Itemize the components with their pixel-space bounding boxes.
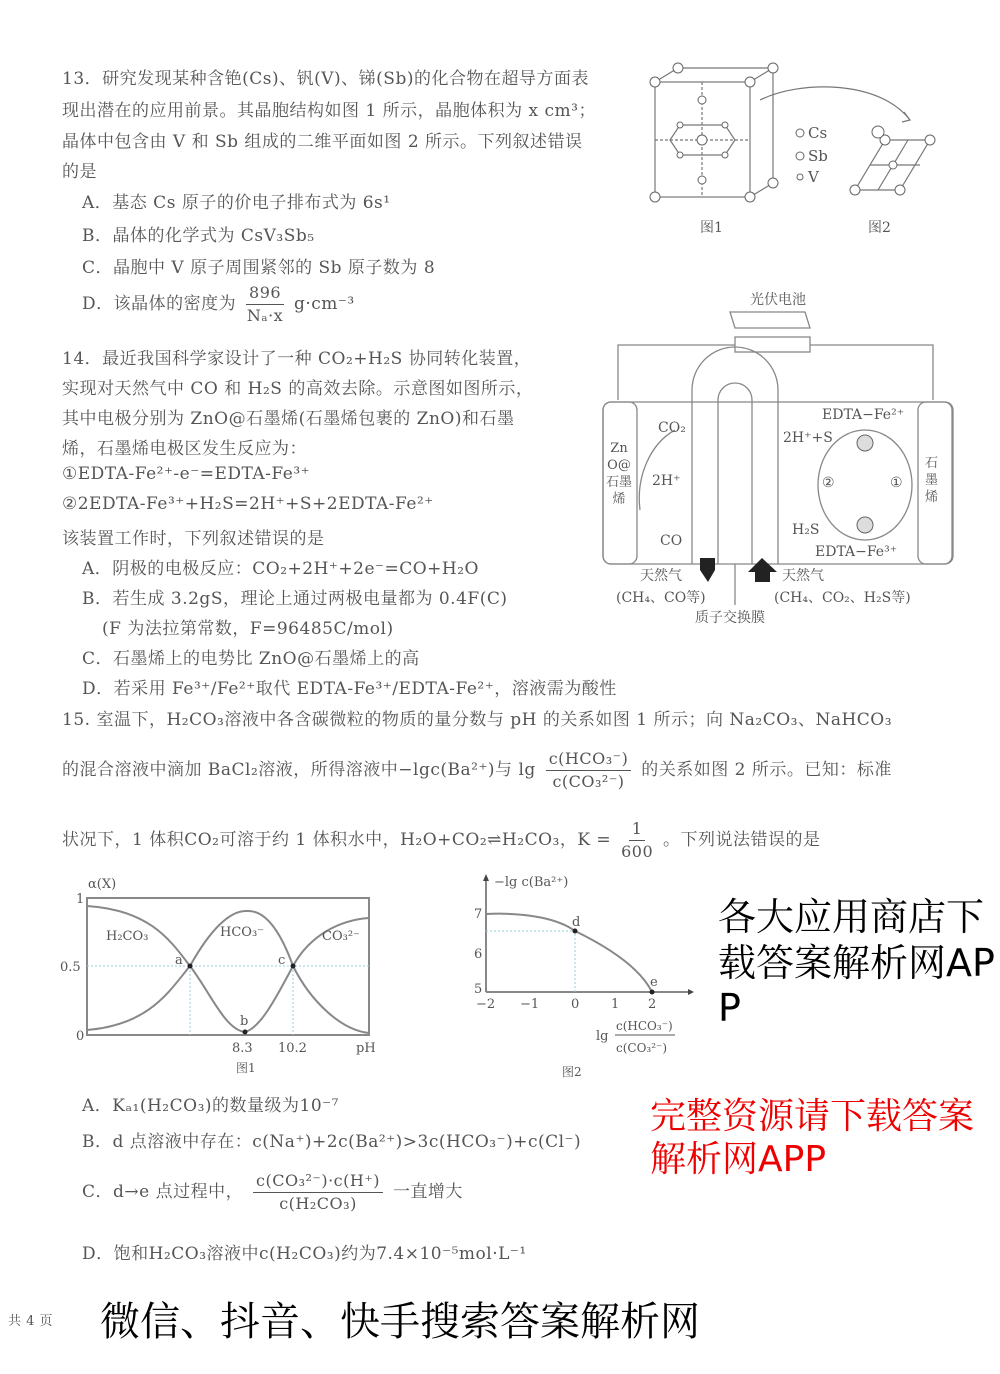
q15-line: 15. 室温下，H₂CO₃溶液中各含碳微粒的物质的量分数与 pH 的关系如图 1 所示；向 Na₂CO₃、NaHCO₃ bbox=[62, 710, 893, 730]
q14-reaction-2: ②2EDTA-Fe³⁺+H₂S=2H⁺+S+2EDTA-Fe²⁺ bbox=[62, 494, 434, 514]
text: 。下列说法错误的是 bbox=[663, 830, 821, 850]
q13-option-a: A．基态 Cs 原子的价电子排布式为 6s¹ bbox=[82, 193, 391, 213]
q13-line: 的是 bbox=[62, 162, 97, 182]
q14-option-c: C．石墨烯上的电势比 ZnO@石墨烯上的高 bbox=[82, 649, 420, 669]
text: 状况下，1 体积CO₂可溶于约 1 体积水中，H₂O+CO₂⇌H₂CO₃，K = bbox=[62, 830, 612, 850]
gas-out-label: 天然气 bbox=[640, 568, 682, 584]
y-tick: 0.5 bbox=[60, 960, 81, 975]
q14-reaction-1: ①EDTA-Fe²⁺-e⁻=EDTA-Fe³⁺ bbox=[62, 464, 311, 484]
h-s-label: 2H⁺+S bbox=[783, 430, 833, 446]
point-a bbox=[188, 964, 193, 969]
species-label: CO₃²⁻ bbox=[322, 929, 360, 944]
fig1-caption: 图1 bbox=[700, 220, 723, 236]
watermark: 各大应用商店下载答案解析网APP bbox=[718, 895, 995, 1031]
q14-line: 烯，石墨烯电极区发生反应为： bbox=[62, 439, 307, 459]
distribution-chart bbox=[60, 870, 390, 1080]
edta-fe3-label: EDTA−Fe³⁺ bbox=[815, 544, 898, 560]
fraction bbox=[546, 748, 632, 793]
q14-line: 14．最近我国科学家设计了一种 CO₂+H₂S 协同转化装置， bbox=[62, 349, 532, 369]
point-c bbox=[291, 964, 296, 969]
left-electrode-label: ZnO@石墨烯 bbox=[606, 441, 633, 507]
q15-line bbox=[62, 818, 821, 863]
q13-option-d bbox=[82, 282, 355, 327]
legend-cs: Cs bbox=[808, 124, 828, 142]
text: 的关系如图 2 所示。已知：标准 bbox=[641, 760, 892, 780]
fraction bbox=[621, 818, 653, 863]
y-tick: 7 bbox=[474, 907, 483, 922]
crystal-figure bbox=[640, 60, 960, 240]
watermark: 完整资源请下载答案解析网APP bbox=[650, 1096, 975, 1181]
species-label: H₂CO₃ bbox=[106, 929, 149, 944]
electrolysis-diagram bbox=[600, 290, 960, 630]
q14-option-a: A．阴极的电极反应：CO₂+2H⁺+2e⁻=CO+H₂O bbox=[82, 559, 479, 579]
right-electrode-label: 石墨烯 bbox=[925, 456, 939, 505]
q15-option-a: A．Kₐ₁(H₂CO₃)的数量级为10⁻⁷ bbox=[82, 1096, 339, 1116]
denominator: c(H₂CO₃) bbox=[279, 1194, 357, 1213]
edta-fe2-label: EDTA−Fe²⁺ bbox=[822, 407, 905, 423]
point-label: d bbox=[572, 915, 581, 930]
numerator: 1 bbox=[629, 818, 646, 841]
x-axis-label-den: c(CO₃²⁻) bbox=[616, 1041, 668, 1055]
legend-v: V bbox=[808, 168, 819, 186]
co-label: CO bbox=[660, 533, 683, 549]
h-plus-label: 2H⁺ bbox=[652, 473, 681, 489]
point-label: e bbox=[650, 975, 658, 990]
x-tick: 10.2 bbox=[278, 1041, 307, 1056]
q15-option-c bbox=[82, 1170, 463, 1215]
denominator: 600 bbox=[621, 842, 654, 861]
q14-line: 该装置工作时，下列叙述错误的是 bbox=[62, 529, 325, 549]
y-tick: 6 bbox=[474, 947, 483, 962]
point-b bbox=[243, 1030, 248, 1035]
point-label: c bbox=[278, 953, 286, 968]
q14-line: 其中电极分别为 ZnO@石墨烯(石墨烯包裹的 ZnO)和石墨 bbox=[62, 409, 515, 429]
y-axis-label: α(X) bbox=[88, 877, 117, 892]
x-tick: 8.3 bbox=[232, 1041, 253, 1056]
numerator: c(CO₃²⁻)·c(H⁺) bbox=[253, 1170, 383, 1193]
denominator: Nₐ·x bbox=[246, 306, 284, 325]
q15-line bbox=[62, 748, 892, 793]
membrane-label: 质子交换膜 bbox=[695, 610, 765, 626]
x-tick: 0 bbox=[571, 997, 580, 1012]
gas-in-composition: (CH₄、CO₂、H₂S等) bbox=[774, 590, 911, 606]
q13-option-c: C．晶胞中 V 原子周围紧邻的 Sb 原子数为 8 bbox=[82, 258, 436, 278]
solar-cell-label: 光伏电池 bbox=[750, 292, 806, 308]
x-axis-label: pH bbox=[356, 1041, 376, 1056]
species-label: HCO₃⁻ bbox=[220, 925, 265, 940]
page-footer: 共 4 页 bbox=[8, 1314, 54, 1329]
reaction-2-marker: ② bbox=[822, 475, 835, 491]
unit: g·cm⁻³ bbox=[294, 294, 355, 314]
y-tick: 0 bbox=[76, 1029, 85, 1044]
x-tick: −2 bbox=[476, 997, 496, 1012]
text: 一直增大 bbox=[392, 1182, 463, 1202]
legend-sb: Sb bbox=[808, 147, 828, 165]
point-label: a bbox=[175, 953, 183, 968]
x-axis-label-prefix: lg bbox=[596, 1029, 609, 1044]
x-tick: 2 bbox=[648, 997, 657, 1012]
q14-option-d: D．若采用 Fe³⁺/Fe²⁺取代 EDTA-Fe³⁺/EDTA-Fe²⁺，溶液需为酸性 bbox=[82, 679, 617, 699]
text: C．d→e 点过程中， bbox=[82, 1182, 244, 1202]
gas-in-label: 天然气 bbox=[782, 568, 824, 584]
q14-option-b: B．若生成 3.2gS，理论上通过两极电量都为 0.4F(C) bbox=[82, 589, 508, 609]
fig2-caption: 图2 bbox=[868, 220, 891, 236]
denominator: c(CO₃²⁻) bbox=[552, 772, 625, 791]
q15-option-b: B．d 点溶液中存在：c(Na⁺)+2c(Ba²⁺)>3c(HCO₃⁻)+c(Cl⁻) bbox=[82, 1132, 582, 1152]
point-e bbox=[650, 990, 655, 995]
x-axis-label-num: c(HCO₃⁻) bbox=[616, 1019, 673, 1033]
y-tick: 5 bbox=[474, 982, 483, 997]
q13-line: 晶体中包含由 V 和 Sb 组成的二维平面如图 2 所示。下列叙述错误 bbox=[62, 132, 583, 152]
y-tick: 1 bbox=[76, 892, 85, 907]
reaction-1-marker: ① bbox=[890, 475, 903, 491]
watermark: 微信、抖音、快手搜索答案解析网 bbox=[100, 1299, 700, 1345]
co2-label: CO₂ bbox=[658, 420, 686, 436]
text: 的混合溶液中滴加 BaCl₂溶液，所得溶液中−lgc(Ba²⁺)与 lg bbox=[62, 760, 536, 780]
fraction bbox=[246, 282, 284, 327]
y-axis-label: −lg c(Ba²⁺) bbox=[494, 875, 569, 890]
barium-chart bbox=[470, 868, 710, 1083]
fraction bbox=[253, 1170, 383, 1215]
q13-line: 13．研究发现某种含铯(Cs)、钒(V)、锑(Sb)的化合物在超导方面表 bbox=[62, 69, 589, 89]
q13-option-b: B．晶体的化学式为 CsV₃Sb₅ bbox=[82, 226, 315, 246]
h2s-label: H₂S bbox=[792, 522, 820, 538]
x-tick: 1 bbox=[611, 997, 620, 1012]
fig-caption: 图1 bbox=[236, 1061, 256, 1075]
q14-option-b-note: (F 为法拉第常数，F=96485C/mol) bbox=[102, 619, 394, 639]
x-tick: −1 bbox=[520, 997, 540, 1012]
numerator: c(HCO₃⁻) bbox=[546, 748, 632, 771]
q15-option-d: D．饱和H₂CO₃溶液中c(H₂CO₃)约为7.4×10⁻⁵mol·L⁻¹ bbox=[82, 1244, 527, 1264]
point-label: b bbox=[240, 1014, 249, 1029]
gas-out-composition: (CH₄、CO等) bbox=[616, 590, 706, 606]
option-text: D．该晶体的密度为 bbox=[82, 294, 237, 314]
q13-line: 现出潜在的应用前景。其晶胞结构如图 1 所示，晶胞体积为 x cm³； bbox=[62, 101, 596, 121]
fig-caption: 图2 bbox=[562, 1065, 582, 1079]
numerator: 896 bbox=[246, 282, 284, 305]
q14-line: 实现对天然气中 CO 和 H₂S 的高效去除。示意图如图所示， bbox=[62, 379, 534, 399]
